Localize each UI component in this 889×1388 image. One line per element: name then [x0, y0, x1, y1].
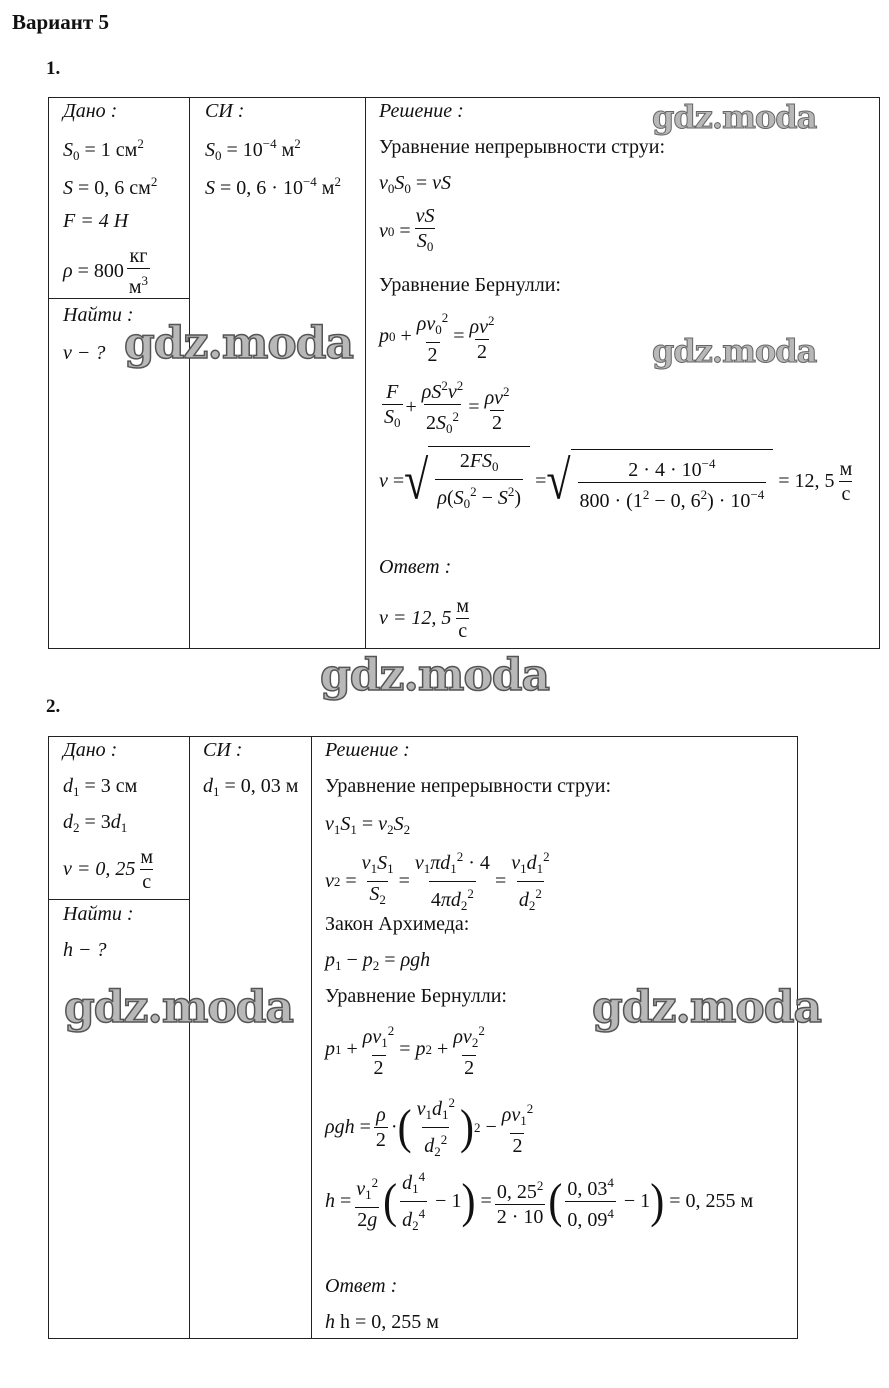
- watermark: gdz.moda: [592, 982, 822, 1033]
- given-d1: $d_1 = 3$ см: [63, 775, 138, 799]
- given-s0: $S_0 = 1$ $см^2$: [63, 136, 144, 163]
- answer-value-2: h h = 0, 255 м: [325, 1311, 439, 1333]
- si-header: СИ :: [205, 100, 245, 122]
- bernoulli-label-2: Уравнение Бернулли:: [325, 985, 507, 1007]
- v0-formula: v 0 = $\frac{vS}{S_0}$: [379, 204, 440, 259]
- continuity-label-2: Уравнение непрерывности струи:: [325, 775, 612, 797]
- watermark: gdz.moda: [124, 318, 354, 369]
- answer-value: v = 12, 5 $\frac{м}{с}$: [379, 595, 470, 642]
- watermark: gdz.moda: [320, 650, 550, 701]
- archimedes-equation: $p_1 - p_2 = \rho gh$: [325, 949, 431, 973]
- continuity-equation-2: $v_1S_1 = v_2S_2$: [325, 813, 411, 837]
- find-header: Найти :: [63, 304, 134, 326]
- given-header-2: Дано :: [63, 739, 118, 761]
- bernoulli-substituted: $\frac{F}{S_0}$ + $\frac{\rho S^2v^2}{2S_0^2}$ = $\frac{\rho v^2}{2}$: [379, 374, 515, 441]
- bernoulli-label: Уравнение Бернулли:: [379, 274, 561, 296]
- given-d2: $d_2 = 3d_1$: [63, 811, 128, 835]
- watermark: gdz.moda: [652, 332, 817, 370]
- watermark: gdz.moda: [64, 982, 294, 1033]
- find-header-2: Найти :: [63, 903, 134, 925]
- given-rho: ρ = 800 $\frac{кг}{м^3}$: [63, 245, 149, 298]
- si-header-2: СИ :: [203, 739, 243, 761]
- task-1-number: 1.: [46, 58, 61, 79]
- si-d1: $d_1 = 0$, 03 м: [203, 775, 299, 799]
- rho-g-h-equation: ρgh = $\frac{\rho}{2}$ · ( $\frac{v_1d_1^2}{d_2^2}$ ) 2 − $\frac{\rho v_1^2}{2}$: [325, 1091, 538, 1164]
- bernoulli-equation-2: p 1 + $\frac{\rho v_1^2}{2}$ = p 2 + $\frac{\rho v_2^2}{2}$: [325, 1023, 485, 1079]
- given-s: S = 0, 6 $см^2$: [63, 174, 158, 199]
- find-value: v − ?: [63, 342, 106, 364]
- given-f: F = 4 Н: [63, 210, 129, 232]
- task-2-table: [48, 736, 798, 1339]
- task-2-number: 2.: [46, 696, 61, 717]
- answer-header: Ответ :: [379, 556, 452, 578]
- watermark: gdz.moda: [652, 98, 817, 136]
- solution-header-2: Решение :: [325, 739, 410, 761]
- solution-header: Решение :: [379, 100, 464, 122]
- si-s0: $S_0 = 10^{-4}$ $м^2$: [205, 136, 301, 163]
- continuity-label: Уравнение непрерывности струи:: [379, 136, 666, 158]
- page-title: Вариант 5: [12, 10, 109, 34]
- bernoulli-equation: p 0 + $\frac{\rho v_0^2}{2}$ = $\frac{\rho v^2}{2}$: [379, 310, 495, 366]
- height-result: h = $\frac{v_1^2}{2g}$ ( $\frac{d_1^4}{d_2^4}$ − 1 ) = $\frac{0, 25^2}{2 \cdot 10}$ ( $\frac{0, 03^4}{0, 09^4}$ − 1 ) = 0, 255 м: [325, 1165, 753, 1238]
- answer-header-2: Ответ :: [325, 1275, 398, 1297]
- find-value-2: h − ?: [63, 939, 107, 961]
- velocity-result: v = √ $\frac{2FS_0}{\rho(S_0^2 - S^2)}$ = √ $\frac{2 \cdot 4 \cdot 10^{-4}}{800 \cdot (1^2 - 0, 6^2) \cdot 10^{-4}}$ = 12, 5 $\frac{м}{с}$: [379, 446, 857, 516]
- given-header: Дано :: [63, 100, 118, 122]
- v2-formula: v 2 = $\frac{v_1S_1}{S_2}$ = $\frac{v_1\pi d_1^2 \cdot 4}{4\pi d_2^2}$ = $\frac{v_1d_1^2}{d_2^2}$: [325, 845, 555, 918]
- archimedes-label: Закон Архимеда:: [325, 913, 470, 935]
- si-s: S = 0, $6 \cdot 10^{-4}$ $м^2$: [205, 174, 341, 199]
- given-v: v = 0, 25 $\frac{м}{с}$: [63, 846, 154, 893]
- task-1-table: [48, 97, 880, 649]
- continuity-equation: $v_0S_0$ = vS: [379, 172, 452, 196]
